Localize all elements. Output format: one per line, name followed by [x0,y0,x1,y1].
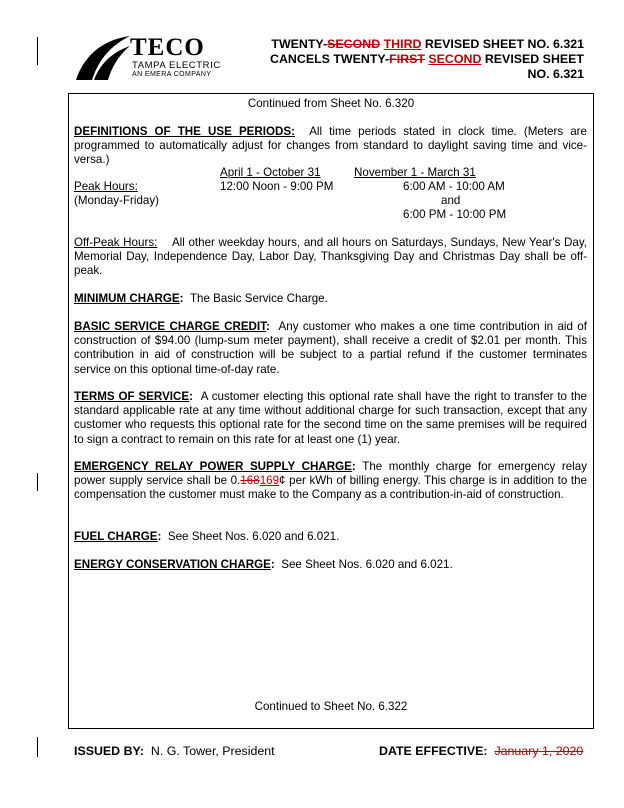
header-line2-inserted: SECOND [428,52,482,66]
col-header-winter: November 1 - March 31 [354,166,476,179]
definitions-text: All time periods stated in clock time. (Meters are programmed to automatically adjust for changes from standard to daylight saving time and vice-versa.) [74,125,587,167]
header-line3: NO. 6.321 [527,67,584,81]
issued-label: ISSUED BY: [74,744,144,758]
basic-credit-paragraph: BASIC SERVICE CHARGE CREDIT: Any customer who makes a one time contribution in aid of construction of $94.00 (lump-sum meter payment), shall receive a credit of $2.01 per month. This contribution in aid of construction will be subject to a partial refund if the customer terminates service on this optional time-of-day rate. [74,320,587,376]
header-line1-suffix: REVISED SHEET NO. 6.321 [424,37,584,51]
fuel-heading: FUEL CHARGE [74,530,158,543]
offpeak-text: All other weekday hours, and all hours on Saturdays, Sundays, New Year's Day, Memorial Day, Independence Day, Labor Day, Thanksgiving Day and Christmas Day shall be off-peak. [74,236,587,278]
issued-by [74,744,275,758]
logo-name: TECO [130,34,205,61]
definitions-paragraph [74,125,587,168]
conservation-text: See Sheet Nos. 6.020 and 6.021. [281,558,453,571]
sheet-header [224,37,584,82]
date-label: DATE EFFECTIVE: [379,744,488,758]
swoosh-icon [74,34,134,82]
offpeak-paragraph [74,236,587,279]
fuel-text: See Sheet Nos. 6.020 and 6.021. [167,530,340,543]
emergency-new-value: 169 [259,474,280,488]
basic-credit-text: Any customer who makes a one time contribution in aid of construction of $94.00 (lump-sum meter payment), shall receive a credit of $2.01 per month. This contribution in aid of construction will be subject to a partial refund if the customer terminates service on this optional time-of-day rate. [74,320,587,376]
terms-paragraph: TERMS OF SERVICE: A customer electing this optional rate shall have the right to transfer to the standard applicable rate at any time without additional charge for such transaction, except that any customer who requests this optional rate for the second time on the same premises will be required to sign a contract to remain on this rate for at least one (1) year. [74,390,587,446]
minimum-charge-paragraph: MINIMUM CHARGE: The Basic Service Charge. [74,292,328,305]
header-line1-inserted: THIRD [383,37,422,51]
terms-heading: TERMS OF SERVICE [74,390,190,403]
definitions-heading: DEFINITIONS OF THE USE PERIODS: [74,125,295,138]
logo-line2: AN EMERA COMPANY [132,71,212,78]
minimum-charge-text: The Basic Service Charge. [189,292,328,305]
peak-summer: 12:00 Noon - 9:00 PM [220,180,334,193]
emergency-heading: EMERGENCY RELAY POWER SUPPLY CHARGE [74,460,352,473]
peak-label: Peak Hours: [74,180,138,193]
header-line2-suffix: REVISED SHEET [484,52,584,66]
offpeak-label: Off-Peak Hours: [74,236,158,249]
peak-winter-1: 6:00 AM - 10:00 AM [403,180,505,193]
revision-bar-top [37,37,38,65]
fuel-paragraph: FUEL CHARGE: See Sheet Nos. 6.020 and 6.021. [74,530,340,543]
header-line1-prefix: TWENTY- [271,37,328,51]
date-effective [379,744,583,758]
continued-from: Continued from Sheet No. 6.320 [247,97,415,110]
conservation-paragraph: ENERGY CONSERVATION CHARGE: See Sheet Nos. 6.020 and 6.021. [74,558,453,571]
header-line1 [224,37,584,52]
conservation-heading: ENERGY CONSERVATION CHARGE [74,558,271,571]
peak-winter-2: 6:00 PM - 10:00 PM [403,208,507,221]
header-line2 [224,52,584,67]
revision-bar-bottom [37,737,38,757]
emergency-text-a: The monthly charge for emergency relay power supply service shall be 0. [74,460,587,488]
logo-line1: TAMPA ELECTRIC [132,60,221,71]
revision-bar-middle [37,473,38,491]
date-value: January 1, 2020 [494,744,584,758]
issued-name: N. G. Tower, President [150,744,275,758]
minimum-charge-heading: MINIMUM CHARGE [74,292,180,305]
basic-credit-heading: BASIC SERVICE CHARGE CREDIT [74,320,266,333]
teco-logo [74,34,234,84]
emergency-paragraph: EMERGENCY RELAY POWER SUPPLY CHARGE: The monthly charge for emergency relay power supply service shall be 0.168169¢ per kWh of billing energy. This charge is in addition to the compensation the customer must make to the Company as a contribution-in-aid of construction. [74,460,588,502]
terms-text: A customer electing this optional rate shall have the right to transfer to the standard applicable rate at any time without additional charge for such transaction, except that any customer who requests this optional rate for the second time on the same premises will be required to sign a contract to remain on this rate for at least one (1) year. [74,390,587,446]
emergency-old-value: 168 [240,474,260,488]
header-line1-deleted: SECOND [327,37,381,51]
emergency-text-b: ¢ per kWh of billing energy. This charge is in addition to the compensation the customer must make to the Company as a contribution-in-aid of construction. [74,474,588,502]
header-line2-deleted: FIRST [389,52,425,66]
peak-sub: (Monday-Friday) [74,194,160,207]
peak-winter-and: and [441,194,461,207]
header-line2-prefix: CANCELS TWENTY- [270,52,390,66]
col-header-summer: April 1 - October 31 [220,166,321,179]
continued-to: Continued to Sheet No. 6.322 [254,700,408,713]
